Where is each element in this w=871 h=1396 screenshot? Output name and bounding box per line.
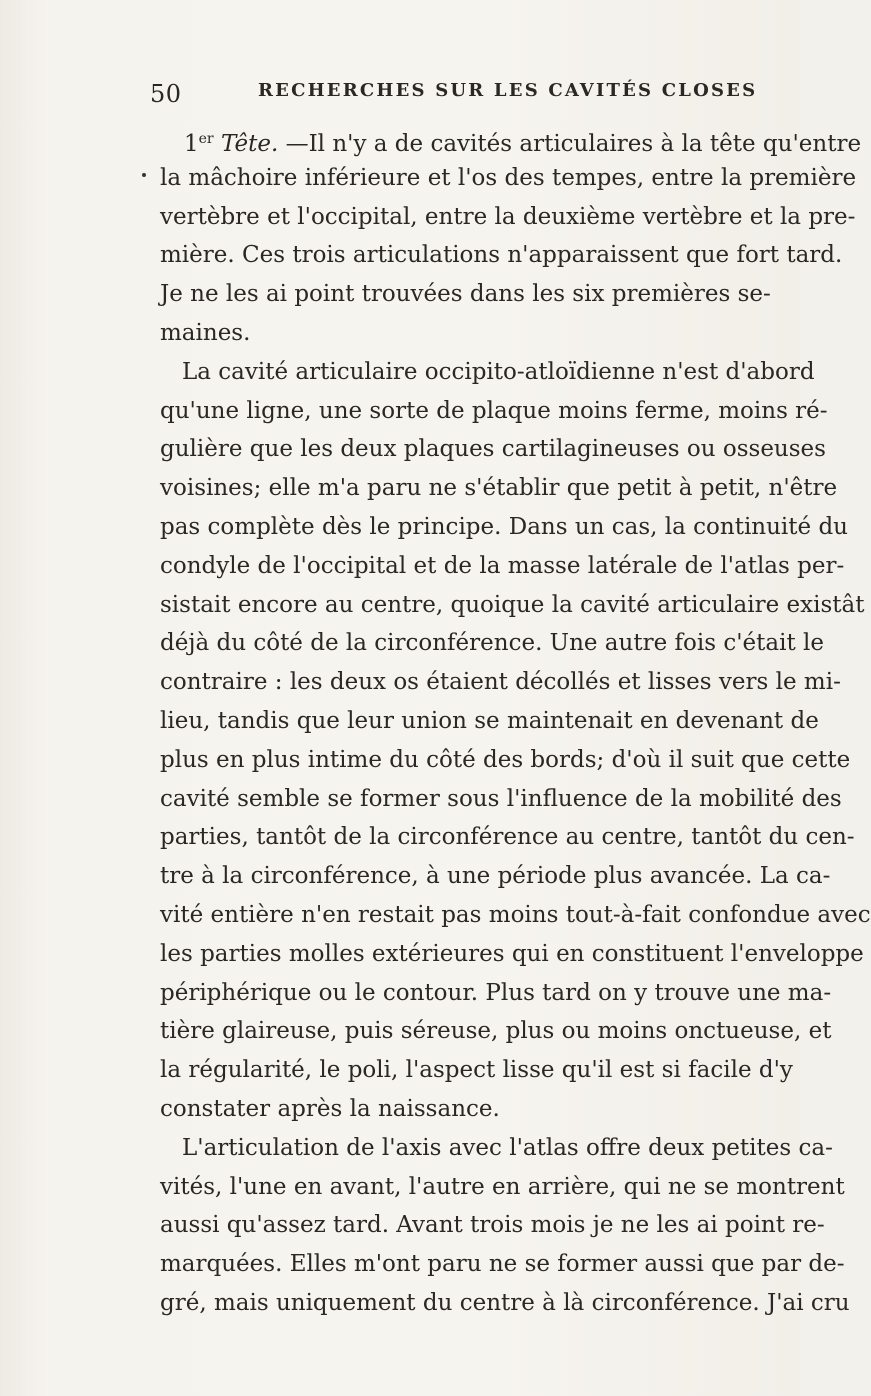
text-line: la mâchoire inférieure et l'os des tempes, entre la première [160,164,857,191]
text-line: plus en plus intime du côté des bords; d'où il suit que cette [160,746,851,773]
text-line: qu'une ligne, une sorte de plaque moins ferme, moins ré- [160,397,828,424]
text-line: 1er Tête. —Il n'y a de cavités articulaires à la tête qu'entre [184,131,862,157]
running-title: RECHERCHES SUR LES CAVITÉS CLOSES [258,80,758,101]
text-line: maines. [160,319,251,346]
text-line: déjà du côté de la circonférence. Une autre fois c'était le [160,630,824,657]
text-line: gulière que les deux plaques cartilagineuses ou osseuses [160,436,826,463]
text-line: la régularité, le poli, l'aspect lisse qu'il est si facile d'y [160,1057,793,1084]
text-line: mière. Ces trois articulations n'apparaissent que fort tard. [160,242,843,269]
text-line: lieu, tandis que leur union se maintenait en devenant de [160,707,819,734]
text-line: périphérique ou le contour. Plus tard on y trouve une ma- [160,979,832,1006]
text-line: les parties molles extérieures qui en constituent l'enveloppe [160,940,864,967]
text-line: sistait encore au centre, quoique la cavité articulaire existât [160,591,865,618]
page-number: 50 [150,80,182,108]
text-line: pas complète dès le principe. Dans un cas, la continuité du [160,513,848,540]
text-line: vités, l'une en avant, l'autre en arrière, qui ne se montrent [160,1173,845,1200]
body-text [160,120,871,1323]
text-line: marquées. Elles m'ont paru ne se former aussi que par de- [160,1251,845,1278]
text-line: aussi qu'assez tard. Avant trois mois je ne les ai point re- [160,1212,825,1239]
text-line: vertèbre et l'occipital, entre la deuxième vertèbre et la pre- [160,203,856,230]
text-line: constater après la naissance. [160,1095,500,1122]
text-line: contraire : les deux os étaient décollés et lisses vers le mi- [160,669,841,696]
ink-speck [142,173,146,177]
section-marker: 1er Tête. [184,131,279,157]
text-line: tière glaireuse, puis séreuse, plus ou moins onctueuse, et [160,1018,832,1045]
text-line: gré, mais uniquement du centre à là circonférence. J'ai cru [160,1289,850,1316]
text-line: voisines; elle m'a paru ne s'établir que petit à petit, n'être [160,475,838,502]
text-line: cavité semble se former sous l'influence de la mobilité des [160,785,842,812]
text-line: vité entière n'en restait pas moins tout-à-fait confondue avec [160,901,871,928]
page-header [150,76,758,110]
text-line: La cavité articulaire occipito-atloïdienne n'est d'abord [182,358,815,385]
text-line: tre à la circonférence, à une période plus avancée. La ca- [160,863,831,890]
text-line: Je ne les ai point trouvées dans les six premières se- [160,281,771,308]
text-line: condyle de l'occipital et de la masse latérale de l'atlas per- [160,552,845,579]
text-line: L'articulation de l'axis avec l'atlas offre deux petites ca- [182,1134,833,1161]
text-line: parties, tantôt de la circonférence au centre, tantôt du cen- [160,824,855,851]
